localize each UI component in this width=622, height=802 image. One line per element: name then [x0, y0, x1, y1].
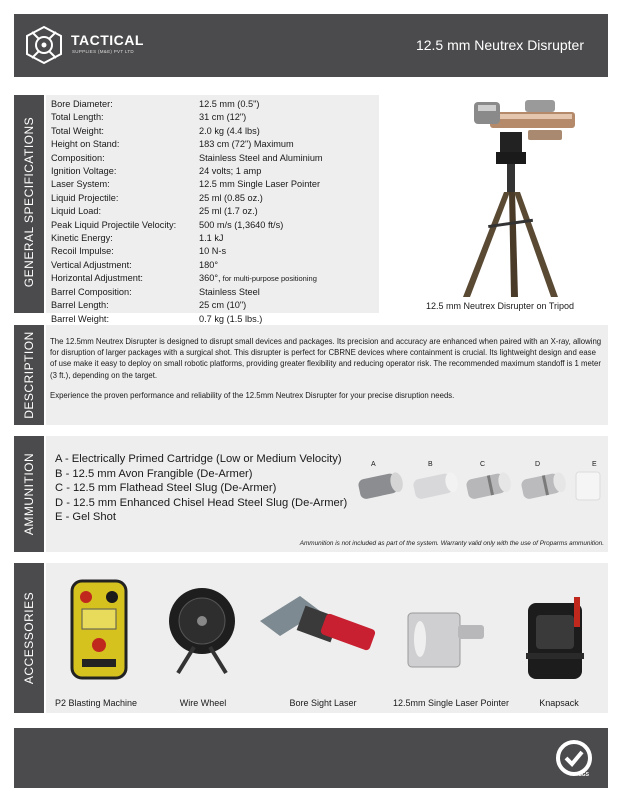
ammo-letter-d: D: [535, 461, 541, 468]
spec-value: [199, 259, 376, 272]
spec-key: Total Weight:: [51, 125, 104, 136]
ammo-letter-b: B: [428, 461, 433, 468]
spec-value: [199, 232, 376, 245]
spec-value-main: 25 ml (1.7 oz.): [199, 206, 258, 217]
spec-row: [51, 138, 376, 151]
spec-value: [199, 245, 376, 258]
ammunition-item: A - Electrically Primed Cartridge (Low or Medium Velocity): [55, 453, 342, 465]
spec-key: Recoil Impulse:: [51, 246, 114, 257]
bore-sight-laser-image: [260, 591, 380, 661]
spec-row: [51, 125, 376, 138]
ammunition-list: [55, 452, 355, 525]
spec-value-note: for multi-purpose positioning: [220, 274, 317, 284]
spec-row: [51, 286, 376, 299]
laser-pointer-image: [402, 599, 492, 679]
spec-value-main: 12.5 mm (0.5"): [199, 99, 260, 109]
ammunition-item: C - 12.5 mm Flathead Steel Slug (De-Armer): [55, 482, 277, 495]
accessories-sidebar: [14, 563, 44, 713]
spec-row: [51, 165, 376, 178]
spec-value: [199, 299, 376, 312]
spec-value-main: 360°,: [199, 273, 221, 284]
spec-key: Barrel Length:: [51, 300, 109, 311]
spec-row: [51, 98, 376, 111]
spec-key: Total Length:: [51, 112, 104, 123]
tripod-disrupter-image: [430, 92, 580, 302]
spec-row: [51, 178, 376, 191]
description-sidebar: [14, 325, 44, 425]
accessory-caption-2: Wire Wheel: [179, 698, 227, 708]
accessories-section-label: ACCESSORIES: [22, 591, 36, 685]
specs-panel: [46, 95, 379, 324]
ammunition-rounds-image: [354, 466, 604, 506]
description-para2: Experience the proven performance and reliability of the 12.5mm Neutrex Disrupter for your precise disruption needs.: [50, 391, 455, 400]
spec-row: [51, 192, 376, 205]
spec-value: [199, 219, 376, 232]
ammunition-item: D - 12.5 mm Enhanced Chisel Head Steel Slug (De-Armer): [55, 496, 348, 509]
footer-bar: [14, 728, 608, 788]
spec-row: [51, 111, 376, 124]
spec-key: Horizontal Adjustment:: [51, 273, 143, 284]
accessory-caption-4: 12.5mm Single Laser Pointer: [392, 698, 510, 708]
accessory-caption-1: P2 Blasting Machine: [54, 698, 138, 708]
accessory-caption-3: Bore Sight Laser: [289, 698, 357, 708]
spec-value-main: 12.5 mm Single Laser Pointer: [199, 179, 321, 190]
spec-value-main: 180°: [199, 259, 219, 270]
spec-key: Barrel Weight:: [51, 313, 110, 324]
spec-row: [51, 232, 376, 245]
ammunition-sidebar: [14, 436, 44, 552]
ammo-letter-a: A: [371, 461, 376, 468]
spec-row: [51, 272, 376, 285]
spec-value: [199, 111, 376, 124]
accessories-panel: [46, 563, 608, 713]
spec-value: [199, 165, 376, 178]
blasting-machine-image: [68, 577, 130, 682]
ammunition-item: E - Gel Shot: [55, 511, 116, 524]
spec-value: [199, 205, 376, 218]
logo-sub: SUPPLIES (M&E) PVT LTD: [72, 49, 134, 54]
spec-value-main: 31 cm (12"): [199, 112, 247, 123]
spec-row: [51, 152, 376, 165]
spec-value-main: Stainless Steel and Aluminium: [199, 152, 323, 163]
spec-key: Ignition Voltage:: [51, 166, 117, 177]
specs-sidebar: [14, 95, 44, 313]
spec-value-main: 2.0 kg (4.4 lbs): [199, 125, 260, 136]
description-section-label: DESCRIPTION: [22, 331, 36, 419]
certification-badge-icon: [554, 738, 598, 782]
spec-key: Bore Diameter:: [51, 99, 113, 109]
accessory-caption-5: Knapsack: [539, 698, 579, 708]
ammunition-panel: [46, 436, 608, 552]
spec-key: Vertical Adjustment:: [51, 259, 132, 270]
spec-row: [51, 205, 376, 218]
ammunition-note: Ammunition is not included as part of the system. Warranty valid only with the use of Proparms ammunition.: [299, 540, 604, 547]
logo-emblem-icon: [23, 24, 65, 66]
spec-value-main: 1.1 kJ: [199, 233, 224, 244]
spec-key: Barrel Composition:: [51, 286, 132, 297]
spec-value-main: 0.7 kg (1.5 lbs.): [199, 313, 263, 324]
spec-key: Peak Liquid Projectile Velocity:: [51, 219, 177, 230]
logo-name: TACTICAL: [71, 32, 144, 48]
ammunition-item: B - 12.5 mm Avon Frangible (De-Armer): [55, 467, 253, 480]
spec-value-main: 10 N-s: [199, 246, 227, 257]
certification-badge-text: SGS: [578, 772, 589, 778]
spec-value: [199, 138, 376, 151]
spec-value: [199, 98, 376, 111]
spec-value-main: 24 volts; 1 amp: [199, 166, 262, 177]
knapsack-image: [518, 593, 592, 683]
spec-key: Composition:: [51, 152, 105, 163]
header-bar: [14, 14, 608, 77]
spec-key: Liquid Projectile:: [51, 192, 119, 203]
wire-wheel-image: [166, 577, 238, 677]
spec-value-main: 183 cm (72") Maximum: [199, 139, 294, 150]
ammunition-section-label: AMMUNITION: [22, 452, 36, 536]
spec-row: [51, 299, 376, 312]
spec-key: Kinetic Energy:: [51, 233, 113, 244]
spec-value: [199, 192, 376, 205]
spec-value: [199, 313, 376, 326]
description-panel: [46, 325, 608, 425]
tripod-caption: 12.5 mm Neutrex Disrupter on Tripod: [425, 301, 575, 311]
spec-key: Liquid Load:: [51, 206, 102, 217]
spec-key: Height on Stand:: [51, 139, 120, 150]
spec-value-main: 25 cm (10"): [199, 300, 247, 311]
spec-key: Laser System:: [51, 179, 110, 190]
ammo-letter-e: E: [592, 461, 597, 468]
spec-value-main: Stainless Steel: [199, 286, 260, 297]
spec-row: [51, 245, 376, 258]
spec-row: [51, 259, 376, 272]
spec-value-main: 500 m/s (1,3640 ft/s): [199, 219, 284, 230]
specs-section-label: GENERAL SPECIFICATIONS: [22, 116, 36, 288]
spec-value: [199, 286, 376, 299]
spec-row: [51, 313, 376, 326]
page-title: 12.5 mm Neutrex Disrupter: [415, 37, 584, 53]
spec-value: [199, 152, 376, 165]
description-para1: The 12.5mm Neutrex Disrupter is designed to disrupt small devices and packages. Its precision and accuracy are enhanced when paired with an X-ray, allowing for disruption of larger packages with a surgical shot. This disrupter is perfect for CBRNE devices where containment is crucial. Its lightweight design and ease of use make it easy to deploy on small robotic platforms, providing greater flexibility and reducing operator risk. The recommended maximum standoff is 1 meter (3 ft.), depending on the target.: [50, 337, 602, 380]
spec-row: [51, 219, 376, 232]
spec-value-main: 25 ml (0.85 oz.): [199, 192, 263, 203]
spec-list: [51, 98, 376, 326]
spec-value: [199, 125, 376, 138]
spec-value: [199, 272, 376, 285]
spec-value: [199, 178, 376, 191]
ammo-letter-c: C: [480, 461, 486, 468]
